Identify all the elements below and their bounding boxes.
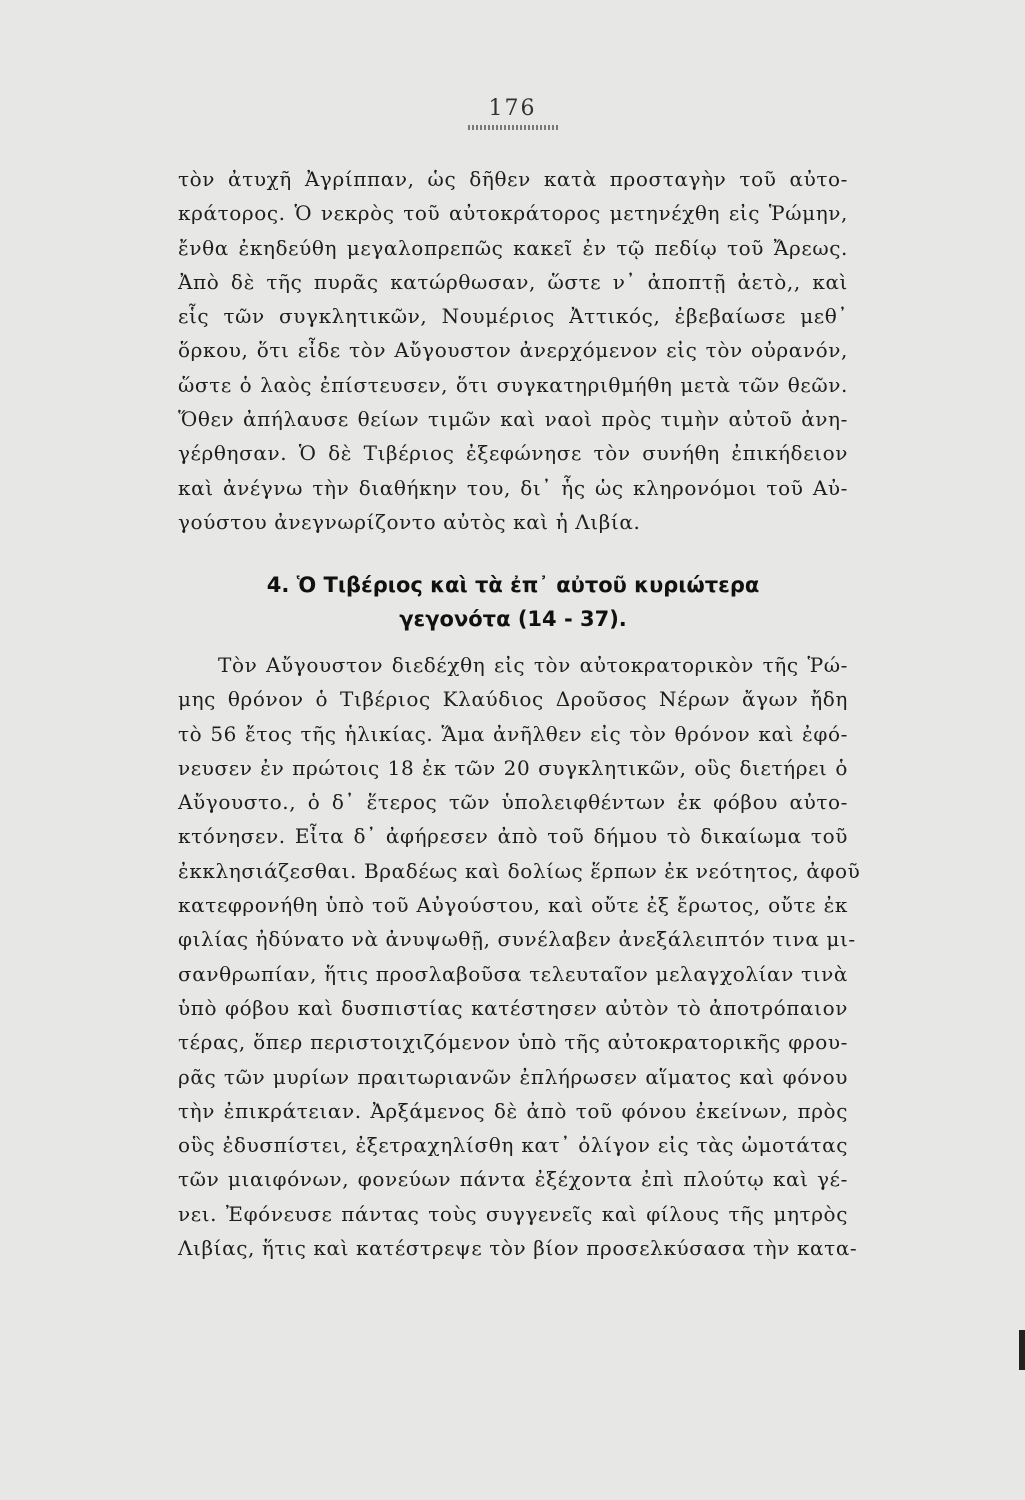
text-line: Ὅθεν ἀπήλαυσε θείων τιμῶν καὶ ναοὶ πρὸς τιμὴν αὐτοῦ ἀνη- [178, 407, 848, 432]
text-line: εἷς τῶν συγκλητικῶν, Νουμέριος Ἀττικός, ἐβεβαίωσε μεθ᾽ [178, 304, 848, 329]
paragraph-1 [178, 162, 848, 539]
text-line: τὴν ἐπικράτειαν. Ἀρξάμενος δὲ ἀπὸ τοῦ φόνου ἐκείνων, πρὸς [178, 1098, 848, 1123]
text-line: Ἀπὸ δὲ τῆς πυρᾶς κατώρθωσαν, ὥστε ν᾽ ἀποπτῇ ἀετὸ,, καὶ [178, 269, 848, 294]
text-line: φιλίας ἠδύνατο νὰ ἀνυψωθῇ, συνέλαβεν ἀνεξάλειπτόν τινα μι- [178, 927, 856, 952]
page-number: 176 [488, 96, 537, 121]
text-line: ὅρκου, ὅτι εἶδε τὸν Αὔγουστον ἀνερχόμενον εἰς τὸν οὐρανόν, [178, 338, 848, 363]
text-line: τῶν μιαιφόνων, φονεύων πάντα ἐξέχοντα ἐπὶ πλούτῳ καὶ γέ- [178, 1167, 848, 1192]
text-line: Τὸν Αὔγουστον διεδέχθη εἰς τὸν αὐτοκρατορικὸν τῆς Ῥώ- [218, 653, 848, 677]
text-line: ὥστε ὁ λαὸς ἐπίστευσεν, ὅτι συγκατηριθμήθη μετὰ τῶν θεῶν. [178, 372, 848, 397]
text-line: Λιβίας, ἥτις καὶ κατέστρεψε τὸν βίον προσελκύσασα τὴν κατα- [178, 1236, 858, 1261]
text-line: τὸν ἀτυχῆ Ἀγρίππαν, ὡς δῆθεν κατὰ προσταγὴν τοῦ αὐτο- [178, 167, 848, 191]
text-line: νευσεν ἐν πρώτοις 18 ἐκ τῶν 20 συγκλητικῶν, οὓς διετήρει ὁ [178, 755, 848, 780]
text-line: κτόνησεν. Εἶτα δ᾽ ἀφήρεσεν ἀπὸ τοῦ δήμου τὸ δικαίωμα τοῦ [178, 824, 848, 849]
text-line: τὸ 56 ἔτος τῆς ἡλικίας. Ἅμα ἀνῆλθεν εἰς τὸν θρόνον καὶ ἐφό- [178, 721, 848, 746]
text-line: ἐκκλησιάζεσθαι. Βραδέως καὶ δολίως ἕρπων ἐκ νεότητος, ἀφοῦ [178, 858, 861, 883]
text-line: ρᾶς τῶν μυρίων πραιτωριανῶν ἐπλήρωσεν αἵματος καὶ φόνου [178, 1064, 848, 1089]
section-heading-line-2: γεγονότα (14 - 37). [399, 607, 627, 631]
text-line: Αὔγουστο., ὁ δ᾽ ἕτερος τῶν ὑπολειφθέντων ἐκ φόβου αὐτο- [178, 790, 848, 815]
text-line: γούστου ἀνεγνωρίζοντο αὐτὸς καὶ ἡ Λιβία. [178, 509, 641, 534]
text-line: ἔνθα ἐκηδεύθη μεγαλοπρεπῶς κακεῖ ἐν τῷ πεδίῳ τοῦ Ἄρεως. [178, 235, 848, 260]
page-edge-mark [1019, 1330, 1025, 1370]
text-line: μης θρόνον ὁ Τιβέριος Κλαύδιος Δροῦσος Νέρων ἄγων ἤδη [178, 687, 848, 712]
text-line: ὑπὸ φόβου καὶ δυσπιστίας κατέστησεν αὐτὸν τὸ ἀποτρόπαιον [178, 995, 848, 1020]
text-line: γέρθησαν. Ὁ δὲ Τιβέριος ἐξεφώνησε τὸν συνήθη ἐπικήδειον [178, 441, 848, 466]
text-line: τέρας, ὅπερ περιστοιχιζόμενον ὑπὸ τῆς αὐτοκρατορικῆς φρου- [178, 1030, 848, 1055]
section-heading [178, 568, 848, 636]
text-line: οὓς ἐδυσπίστει, ἐξετραχηλίσθη κατ᾽ ὀλίγον εἰς τὰς ὠμοτάτας [178, 1133, 848, 1158]
text-line: νει. Ἐφόνευσε πάντας τοὺς συγγενεῖς καὶ φίλους τῆς μητρὸς [178, 1201, 848, 1226]
header-ornament-rule [468, 125, 558, 130]
text-line: καὶ ἀνέγνω τὴν διαθήκην του, δι᾽ ἧς ὡς κληρονόμοι τοῦ Αὐ- [178, 475, 848, 500]
text-line: κράτορος. Ὁ νεκρὸς τοῦ αὐτοκράτορος μετηνέχθη εἰς Ῥώμην, [178, 201, 848, 226]
text-line: κατεφρονήθη ὑπὸ τοῦ Αὐγούστου, καὶ οὔτε ἐξ ἔρωτος, οὔτε ἐκ [178, 893, 848, 918]
section-heading-line-1: 4. Ὁ Τιβέριος καὶ τὰ ἐπ᾽ αὐτοῦ κυριώτερα [266, 573, 760, 597]
paragraph-2 [178, 648, 861, 1265]
text-line: σανθρωπίαν, ἥτις προσλαβοῦσα τελευταῖον μελαγχολίαν τινὰ [178, 961, 848, 986]
page-header [0, 96, 1025, 130]
